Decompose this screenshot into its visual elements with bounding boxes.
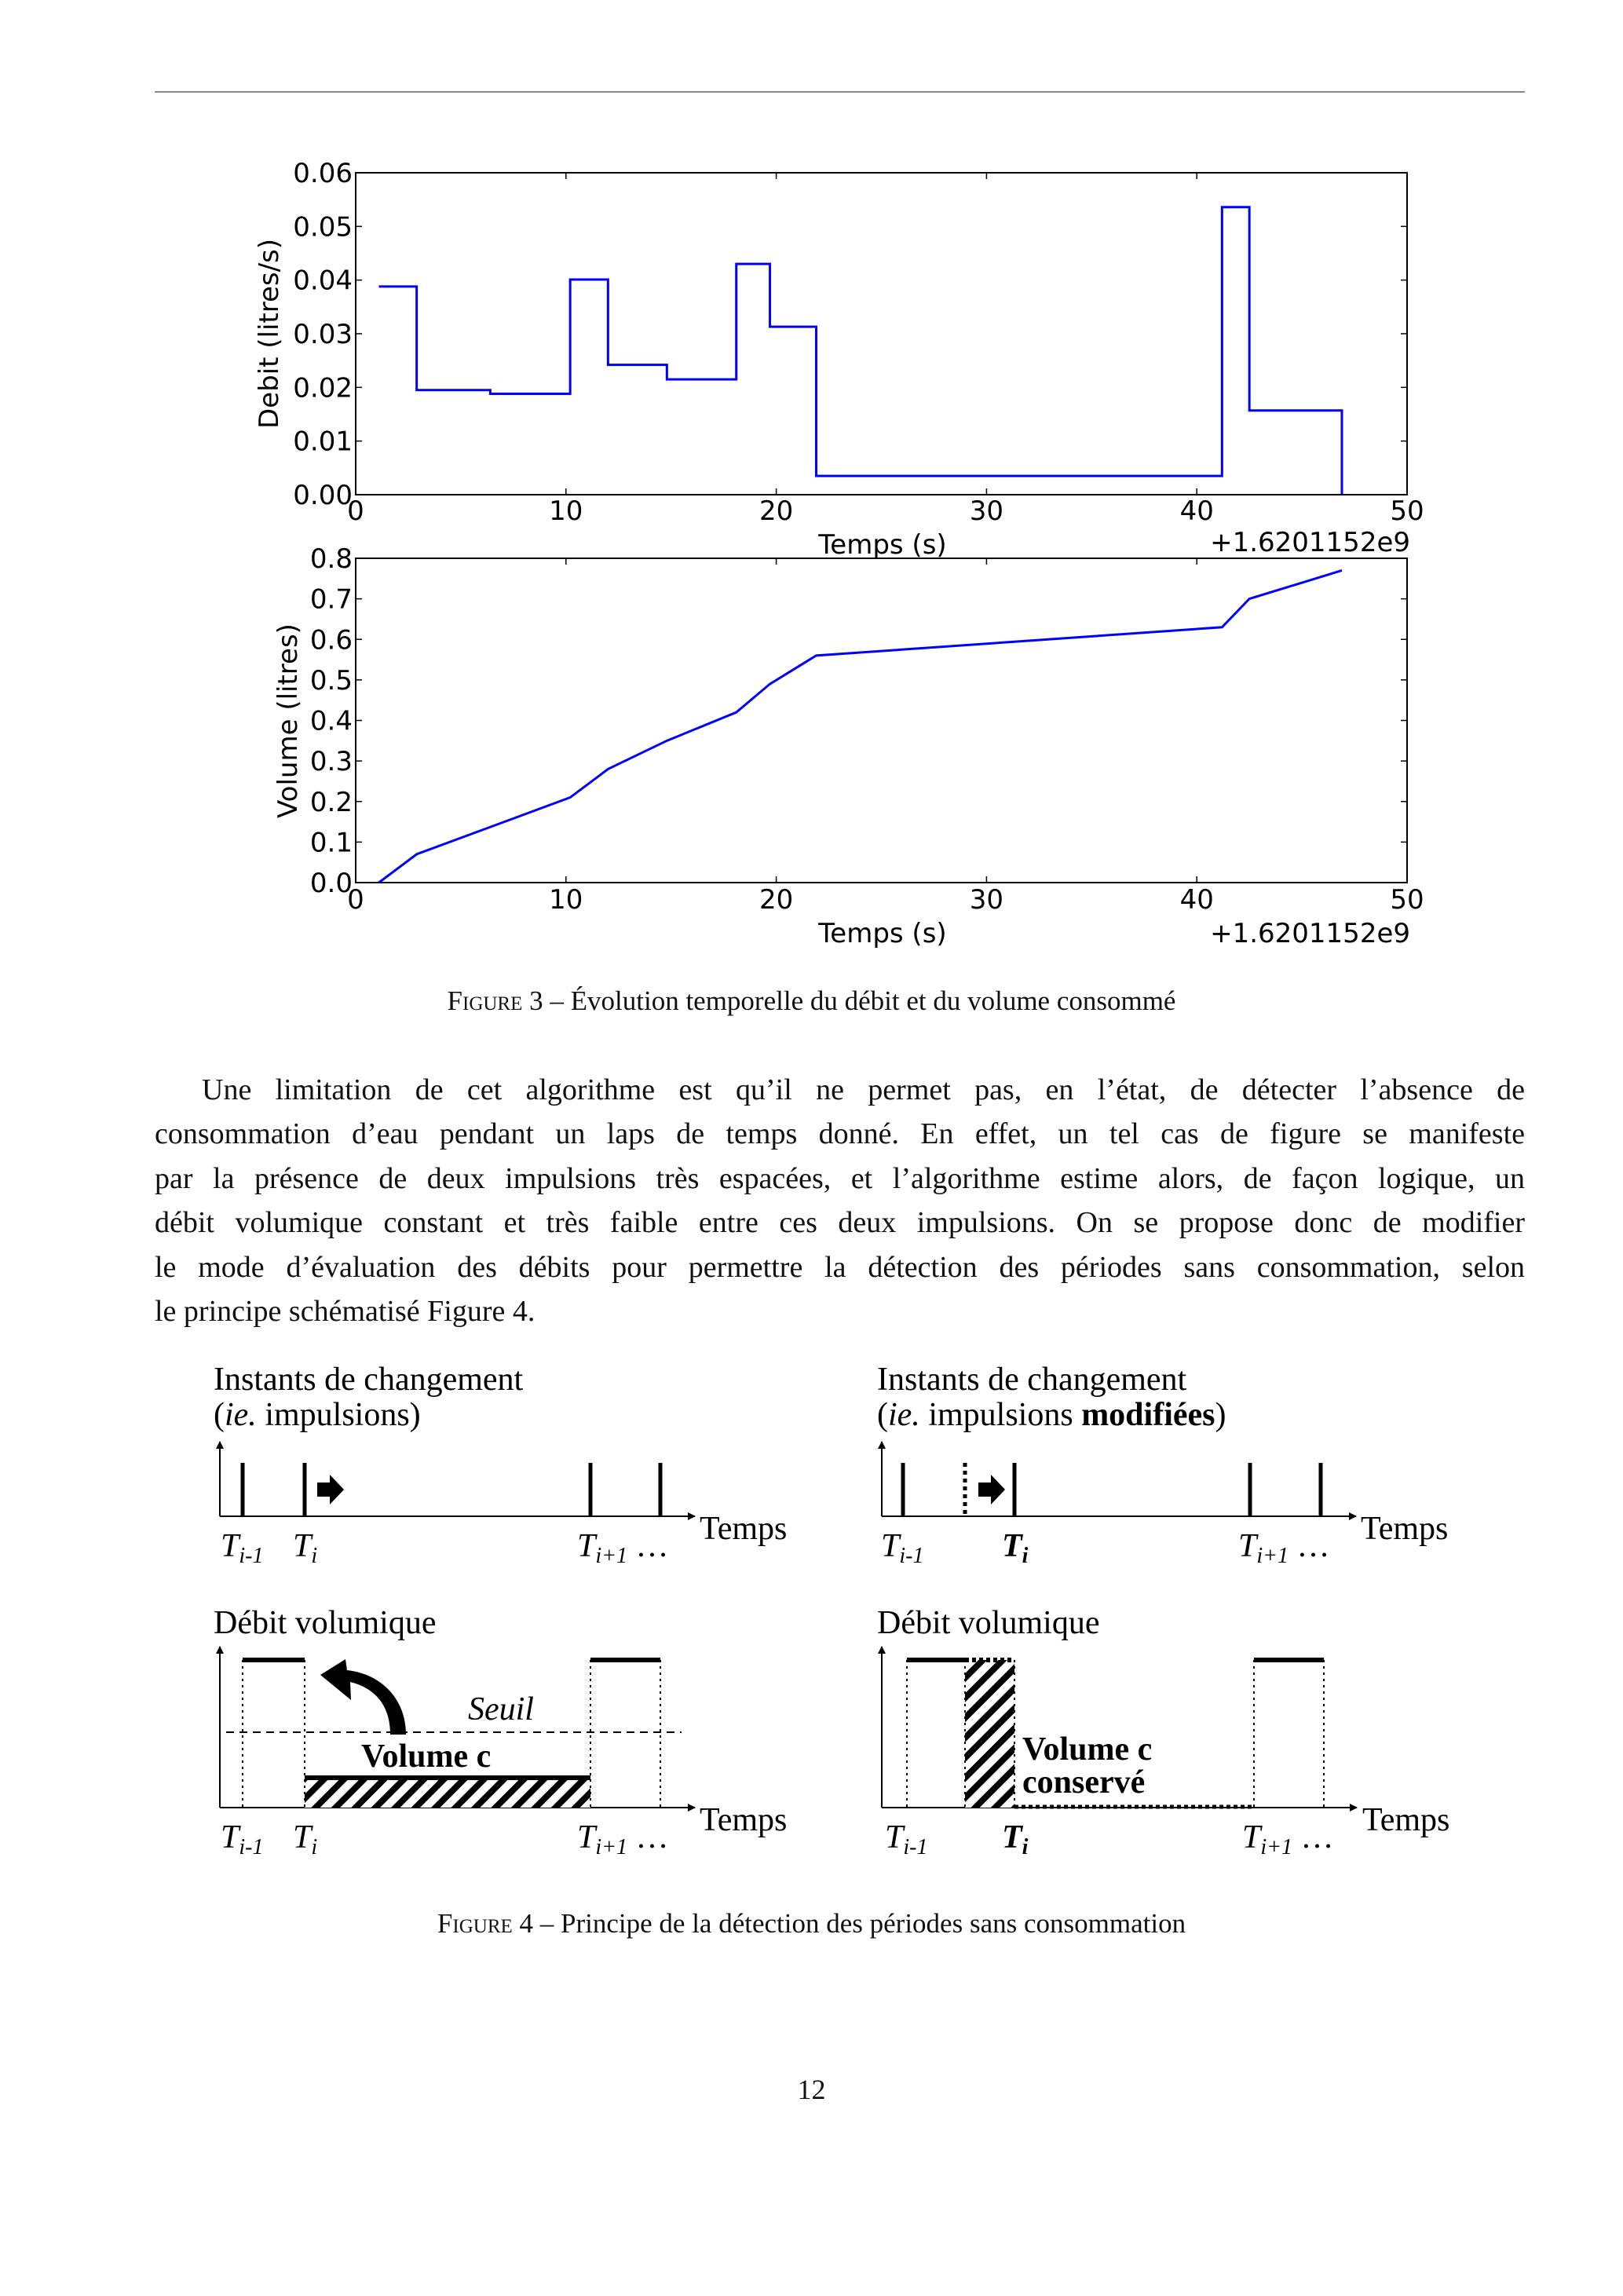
rate-title: Débit volumique [877,1605,1100,1641]
y-tick-label: 0.7 [309,583,353,616]
volume-series [378,570,1342,883]
x-tick-label: 50 [1390,884,1424,916]
diagram-title: Instants de changement [877,1362,1187,1398]
x-offset-label: +1.6201152e9 [1210,918,1410,949]
y-tick-label: 0.1 [309,827,353,859]
time-label-next: Ti+1 … [1242,1819,1334,1859]
volume-hatched-area [305,1779,590,1808]
y-tick-label: 0.5 [309,664,353,696]
time-label-prev: Ti-1 [221,1528,264,1568]
x-tick-label: 10 [549,495,583,527]
x-tick-label: 10 [549,884,583,916]
y-tick-label: 0.03 [293,319,353,350]
x-tick-label: 20 [758,884,794,916]
x-tick-label: 50 [1390,495,1424,527]
caption-sep: – [543,985,571,1016]
time-axis-label: Temps [1361,1511,1449,1547]
y-tick-label: 0.3 [309,746,353,778]
caption-sep: – [533,1908,561,1939]
x-tick-label: 20 [758,495,794,527]
volume-label: Volume c [361,1738,492,1775]
x-tick-label: 0 [347,884,364,916]
y-tick-label: 0.05 [293,211,353,243]
y-tick-label: 0.06 [293,158,353,189]
x-axis-label: Temps (s) [818,529,947,561]
volume-chart [272,543,1424,949]
y-tick-label: 0.8 [309,543,353,575]
y-tick-label: 0.4 [309,705,353,737]
time-label-cur: Ti [1002,1819,1029,1859]
figure-3-caption [0,985,1623,1017]
rate-title: Débit volumique [214,1605,437,1641]
time-label-cur: Ti [1002,1528,1029,1568]
caption-text: Principe de la détection des périodes sans consommation [561,1908,1186,1939]
time-axis-label: Temps [1362,1802,1450,1838]
diagram-original-pulses [214,1362,787,1859]
x-tick-label: 30 [969,884,1004,916]
y-axis-label: Volume (litres) [272,623,304,818]
paragraph-line: par la présence de deux impulsions très espacées, et l’algorithme estime alors, de façon logique, un [155,1161,1525,1195]
paragraph-line: débit volumique constant et très faible entre ces deux impulsions. On se propose donc de modifier [155,1206,1525,1240]
x-tick-label: 0 [347,495,364,527]
y-tick-label: 0.01 [293,426,353,458]
time-label-cur: Ti [293,1819,318,1859]
time-label-cur: Ti [293,1528,318,1568]
figure-4-caption [0,1908,1623,1940]
diagram-modified-pulses [877,1362,1449,1859]
paragraph-line: le mode d’évaluation des débits pour permettre la détection des périodes sans consommation, selon [155,1250,1525,1284]
paragraph-line: consommation d’eau pendant un laps de temps donné. En effet, un tel cas de figure se manifeste [155,1117,1525,1151]
time-label-next: Ti+1 … [1238,1528,1330,1568]
x-tick-label: 40 [1179,884,1214,916]
x-tick-label: 30 [969,495,1004,527]
x-axis-label: Temps (s) [818,918,947,949]
y-tick-label: 0.2 [309,786,353,818]
caption-label: Figure 4 [437,1908,534,1939]
y-tick-label: 0.00 [293,480,353,511]
time-label-next: Ti+1 … [577,1819,669,1859]
diagram-subtitle: (ie. impulsions) [214,1397,421,1433]
time-label-prev: Ti-1 [881,1528,924,1568]
volume-label: Volume c [1022,1731,1153,1768]
shift-right-arrow-icon [978,1475,1005,1504]
shift-right-arrow-icon [317,1475,344,1504]
caption-label: Figure 3 [447,985,543,1016]
time-label-prev: Ti-1 [221,1819,264,1859]
y-tick-label: 0.04 [293,265,353,297]
x-offset-label: +1.6201152e9 [1210,527,1410,558]
y-axis-label: Debit (litres/s) [254,238,285,430]
flow-rate-chart [254,158,1424,561]
plot-frame [356,558,1407,883]
y-tick-label: 0.02 [293,372,353,404]
diagram-subtitle: (ie. impulsions modifiées) [877,1397,1226,1433]
time-axis-label: Temps [700,1802,788,1838]
volume-conserved-hatched-area [965,1660,1014,1808]
curved-arrow-icon [320,1659,406,1735]
volume-label-conserved: conservé [1022,1764,1146,1801]
threshold-label: Seuil [468,1691,534,1727]
page-number: 12 [797,2074,826,2105]
caption-text: Évolution temporelle du débit et du volume consommé [570,985,1176,1016]
paragraph-line: le principe schématisé Figure 4. [155,1295,536,1329]
time-label-prev: Ti-1 [885,1819,928,1859]
time-axis-label: Temps [700,1511,788,1547]
y-tick-label: 0.0 [309,868,353,899]
pulse-marks [243,1463,660,1516]
flow-rate-series [378,207,1342,495]
paragraph-line: Une limitation de cet algorithme est qu’il ne permet pas, en l’état, de détecter l’absence de [202,1073,1525,1106]
x-tick-label: 40 [1179,495,1214,527]
time-label-next: Ti+1 … [577,1528,669,1568]
diagram-title: Instants de changement [214,1362,524,1398]
body-paragraph [155,1068,1525,1333]
y-tick-label: 0.6 [309,624,353,656]
